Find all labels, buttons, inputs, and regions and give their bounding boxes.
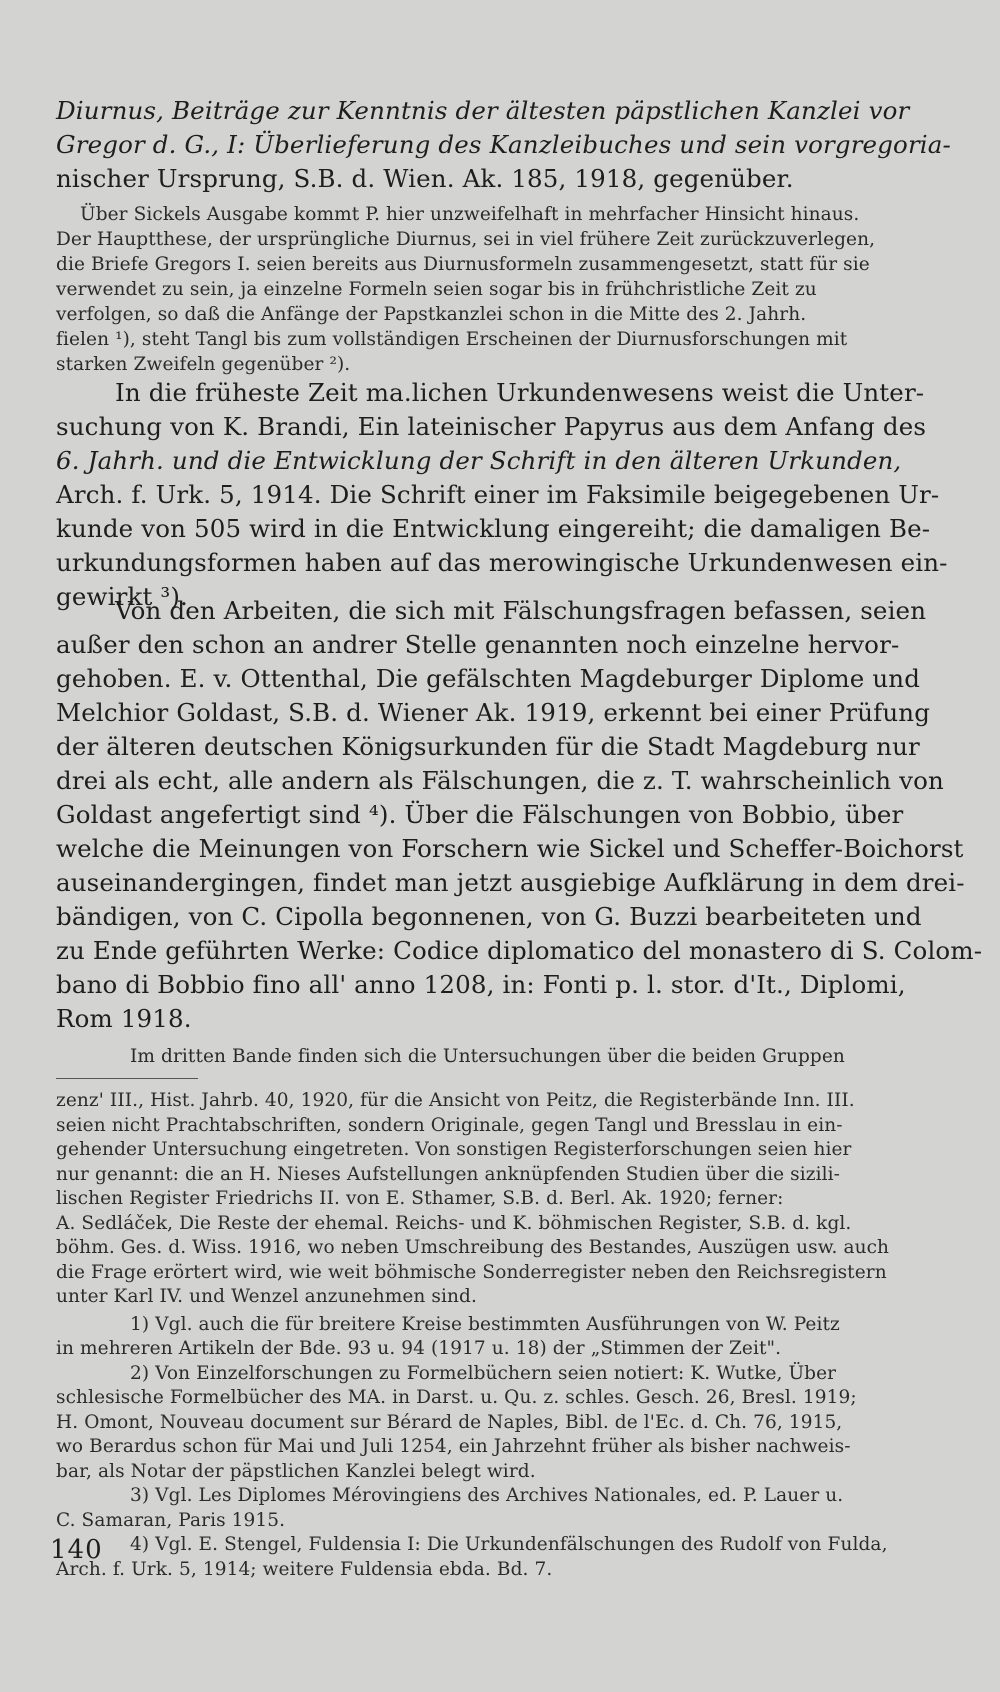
- text-line: unter Karl IV. und Wenzel anzunehmen sind.: [56, 1286, 477, 1307]
- text-line: 3) Vgl. Les Diplomes Mérovingiens des Archives Nationales, ed. P. Lauer u.: [130, 1485, 844, 1506]
- text-line: der älteren deutschen Königsurkunden für die Stadt Magdeburg nur: [56, 732, 920, 761]
- text-line: urkundungsformen haben auf das merowingische Urkundenwesen ein-: [56, 548, 948, 577]
- text-line: zenz' III., Hist. Jahrb. 40, 1920, für die Ansicht von Peitz, die Registerbände Inn. III.: [56, 1090, 855, 1111]
- rule: [56, 1078, 198, 1079]
- text-line: Der Hauptthese, der ursprüngliche Diurnus, sei in viel frühere Zeit zurückzuverlegen,: [56, 229, 876, 250]
- text-line: 6. Jahrh. und die Entwicklung der Schrift in den älteren Urkunden,: [56, 446, 902, 475]
- text-line: böhm. Ges. d. Wiss. 1916, wo neben Umschreibung des Bestandes, Auszügen usw. auch: [56, 1237, 890, 1258]
- text-line: zu Ende geführten Werke: Codice diplomatico del monastero di S. Colom-: [56, 936, 983, 965]
- text-line: außer den schon an andrer Stelle genannten noch einzelne hervor-: [56, 630, 900, 659]
- text-line: Rom 1918.: [56, 1004, 192, 1033]
- text-line: welche die Meinungen von Forschern wie Sickel und Scheffer-Boichorst: [56, 834, 964, 863]
- text-line: fielen ¹), steht Tangl bis zum vollständigen Erscheinen der Diurnusforschungen mit: [56, 329, 848, 350]
- text-line: verfolgen, so daß die Anfänge der Papstkanzlei schon in die Mitte des 2. Jahrh.: [56, 304, 807, 325]
- text-line: suchung von K. Brandi, Ein lateinischer Papyrus aus dem Anfang des: [56, 412, 927, 441]
- text-line: H. Omont, Nouveau document sur Bérard de Naples, Bibl. de l'Ec. d. Ch. 76, 1915,: [56, 1411, 843, 1433]
- text-line: 2) Von Einzelforschungen zu Formelbüchern seien notiert: K. Wutke, Über: [130, 1362, 837, 1384]
- text-line: 1) Vgl. auch die für breitere Kreise bestimmten Ausführungen von W. Peitz: [130, 1313, 840, 1335]
- text-line: Diurnus, Beiträge zur Kenntnis der ältesten päpstlichen Kanzlei vor: [56, 96, 910, 125]
- text-line: gewirkt ³).: [56, 582, 188, 611]
- text-line: schlesische Formelbücher des MA. in Darst. u. Qu. z. schles. Gesch. 26, Bresl. 1919;: [56, 1387, 857, 1408]
- text-line: gehoben. E. v. Ottenthal, Die gefälschten Magdeburger Diplome und: [56, 664, 921, 693]
- text-line: Arch. f. Urk. 5, 1914; weitere Fuldensia ebda. Bd. 7.: [56, 1558, 553, 1580]
- text-line: verwendet zu sein, ja einzelne Formeln seien sogar bis in frühchristliche Zeit zu: [56, 279, 817, 300]
- text-line: Im dritten Bande finden sich die Untersuchungen über die beiden Gruppen: [130, 1046, 845, 1067]
- text-line: nur genannt: die an H. Nieses Aufstellungen anknüpfenden Studien über die sizili-: [56, 1163, 841, 1185]
- text-line: In die früheste Zeit ma.lichen Urkundenwesens weist die Unter-: [115, 378, 925, 407]
- text-line: die Briefe Gregors I. seien bereits aus Diurnusformeln zusammengesetzt, statt für sie: [56, 254, 870, 275]
- text-line: die Frage erörtert wird, wie weit böhmische Sonderregister neben den Reichsregistern: [56, 1261, 887, 1283]
- text-line: starken Zweifeln gegenüber ²).: [56, 354, 351, 375]
- text-line: Über Sickels Ausgabe kommt P. hier unzweifelhaft in mehrfacher Hinsicht hinaus.: [80, 204, 860, 225]
- text-line: 4) Vgl. E. Stengel, Fuldensia I: Die Urkundenfälschungen des Rudolf von Fulda,: [130, 1534, 888, 1555]
- text-line: drei als echt, alle andern als Fälschungen, die z. T. wahrscheinlich von: [56, 766, 944, 795]
- text-line: bar, als Notar der päpstlichen Kanzlei belegt wird.: [56, 1460, 536, 1482]
- text-line: gehender Untersuchung eingetreten. Von sonstigen Registerforschungen seien hier: [56, 1139, 852, 1160]
- text-line: auseinandergingen, findet man jetzt ausgiebige Aufklärung in dem drei-: [56, 868, 965, 897]
- text-line: bändigen, von C. Cipolla begonnenen, von G. Buzzi bearbeiteten und: [56, 902, 922, 931]
- text-line: kunde von 505 wird in die Entwicklung eingereiht; die damaligen Be-: [56, 514, 931, 543]
- text-line: nischer Ursprung, S.B. d. Wien. Ak. 185, 1918, gegenüber.: [56, 164, 794, 193]
- text-line: Arch. f. Urk. 5, 1914. Die Schrift einer im Faksimile beigegebenen Ur-: [56, 480, 940, 509]
- text-line: Melchior Goldast, S.B. d. Wiener Ak. 1919, erkennt bei einer Prüfung: [56, 698, 931, 727]
- text-line: A. Sedláček, Die Reste der ehemal. Reichs- und K. böhmischen Register, S.B. d. kgl.: [56, 1212, 852, 1234]
- text-line: wo Berardus schon für Mai und Juli 1254, ein Jahrzehnt früher als bisher nachweis-: [56, 1436, 851, 1457]
- text-line: in mehreren Artikeln der Bde. 93 u. 94 (1917 u. 18) der „Stimmen der Zeit".: [56, 1338, 782, 1359]
- text-line: Von den Arbeiten, die sich mit Fälschungsfragen befassen, seien: [115, 596, 927, 625]
- text-line: Goldast angefertigt sind ⁴). Über die Fälschungen von Bobbio, über: [56, 800, 904, 829]
- text-line: lischen Register Friedrichs II. von E. Sthamer, S.B. d. Berl. Ak. 1920; ferner:: [56, 1188, 784, 1209]
- text-line: C. Samaran, Paris 1915.: [56, 1509, 286, 1531]
- page-number: 140: [50, 1535, 103, 1565]
- text-line: Gregor d. G., I: Überlieferung des Kanzleibuches und sein vorgregoria-: [56, 130, 951, 159]
- text-line: bano di Bobbio fino all' anno 1208, in: Fonti p. l. stor. d'It., Diplomi,: [56, 970, 906, 999]
- text-line: seien nicht Prachtabschriften, sondern Originale, gegen Tangl und Bresslau in ein-: [56, 1114, 843, 1136]
